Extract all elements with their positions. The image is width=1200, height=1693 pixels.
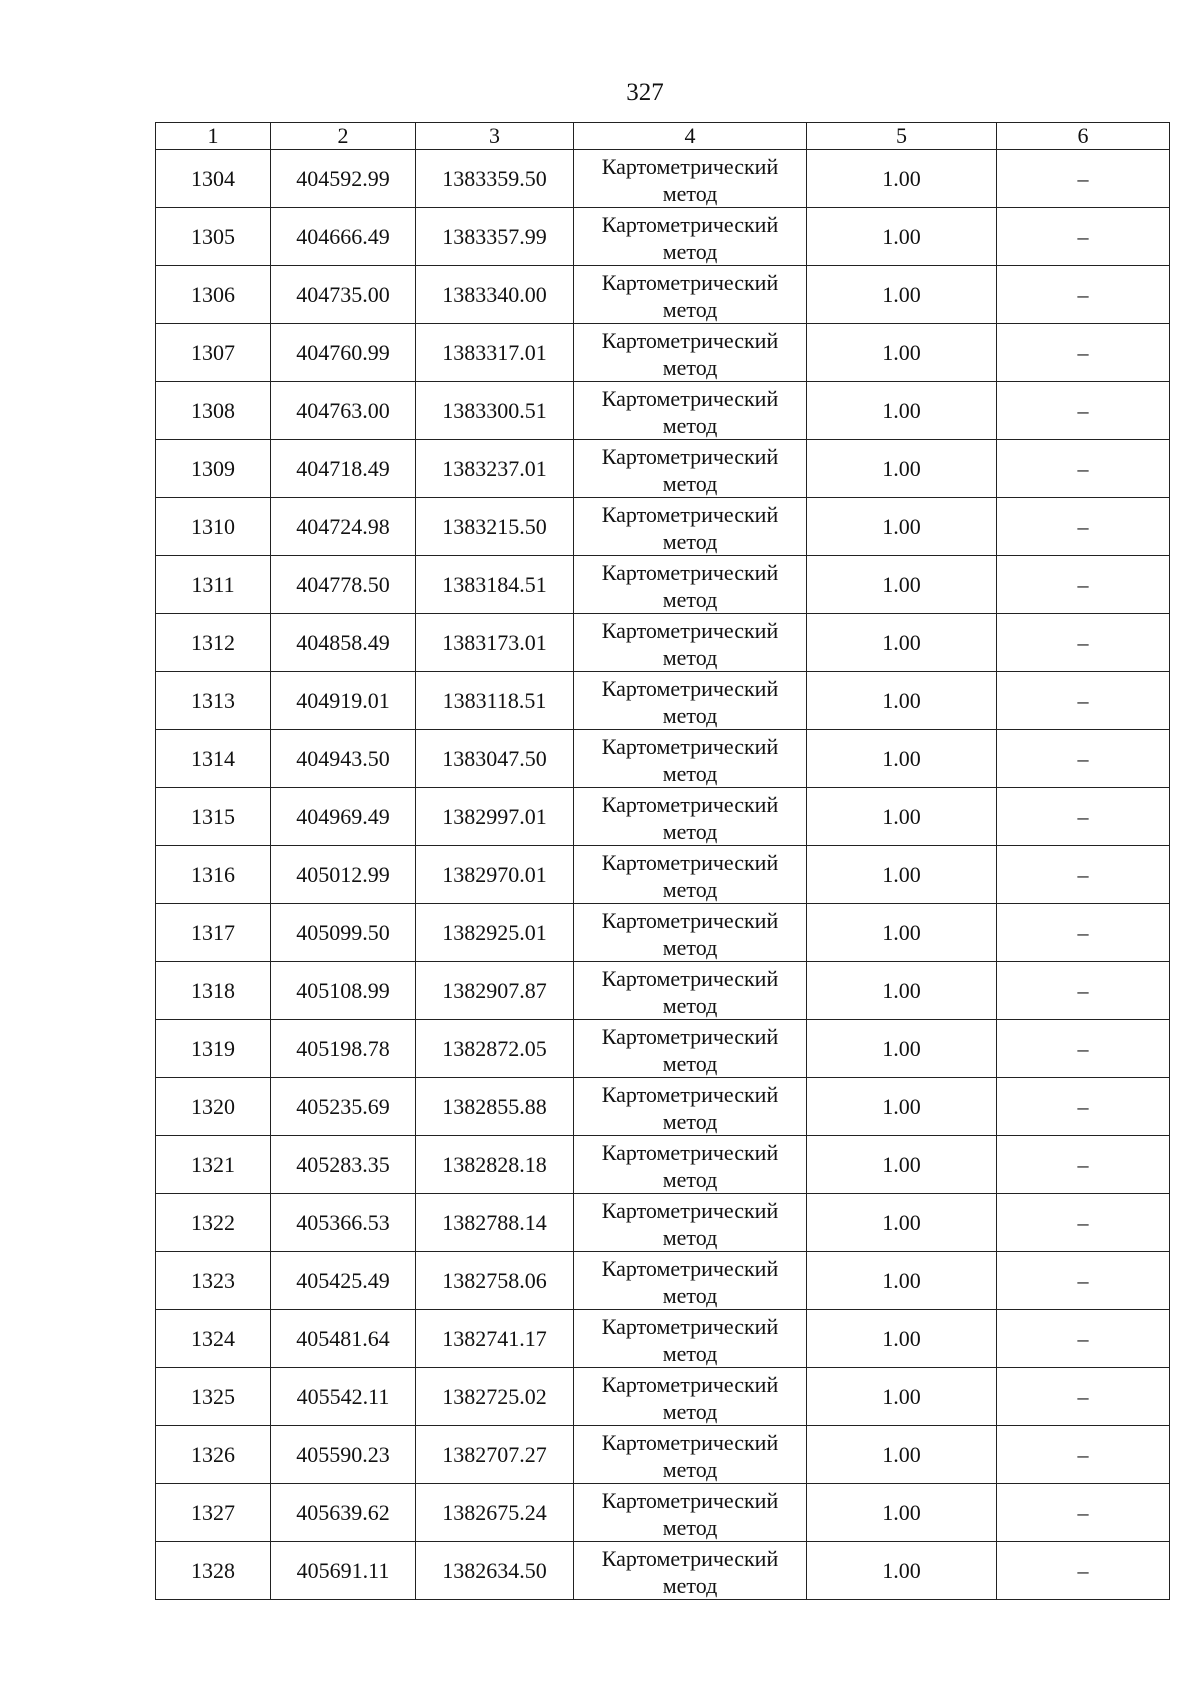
y-coordinate-cell: 1382855.88 [416, 1078, 574, 1136]
point-number-cell: 1315 [156, 788, 271, 846]
method-cell [574, 1310, 807, 1368]
method-line-2: метод [662, 528, 718, 554]
y-coordinate-cell: 1382872.05 [416, 1020, 574, 1078]
note-cell: – [997, 1020, 1170, 1078]
method-cell [574, 730, 807, 788]
method-line-1: Картометрический [601, 1139, 779, 1165]
accuracy-cell: 1.00 [807, 382, 997, 440]
method-line-2: метод [662, 1224, 718, 1250]
method-line-1: Картометрический [601, 965, 779, 991]
x-coordinate-cell: 404592.99 [271, 150, 416, 208]
x-coordinate-cell: 405425.49 [271, 1252, 416, 1310]
note-cell: – [997, 614, 1170, 672]
y-coordinate-cell: 1382758.06 [416, 1252, 574, 1310]
method-cell [574, 208, 807, 266]
method-line-1: Картометрический [601, 1429, 779, 1455]
method-line-1: Картометрический [601, 443, 779, 469]
method-line-1: Картометрический [601, 1255, 779, 1281]
method-line-2: метод [662, 586, 718, 612]
note-cell: – [997, 208, 1170, 266]
x-coordinate-cell: 405235.69 [271, 1078, 416, 1136]
y-coordinate-cell: 1383215.50 [416, 498, 574, 556]
method-line-1: Картометрический [601, 559, 779, 585]
x-coordinate-cell: 404724.98 [271, 498, 416, 556]
point-number-cell: 1305 [156, 208, 271, 266]
table-row [156, 1484, 1170, 1542]
accuracy-cell: 1.00 [807, 1310, 997, 1368]
column-header: 6 [997, 123, 1170, 150]
method-line-2: метод [662, 470, 718, 496]
method-line-1: Картометрический [601, 385, 779, 411]
table-row [156, 1136, 1170, 1194]
y-coordinate-cell: 1382907.87 [416, 962, 574, 1020]
coordinates-table [155, 122, 1170, 1600]
x-coordinate-cell: 405198.78 [271, 1020, 416, 1078]
method-line-1: Картометрический [601, 1023, 779, 1049]
table-body [156, 150, 1170, 1600]
y-coordinate-cell: 1383118.51 [416, 672, 574, 730]
x-coordinate-cell: 404666.49 [271, 208, 416, 266]
table-row [156, 208, 1170, 266]
note-cell: – [997, 382, 1170, 440]
table-header-row [156, 123, 1170, 150]
accuracy-cell: 1.00 [807, 614, 997, 672]
accuracy-cell: 1.00 [807, 672, 997, 730]
point-number-cell: 1322 [156, 1194, 271, 1252]
method-line-1: Картометрический [601, 1487, 779, 1513]
y-coordinate-cell: 1383237.01 [416, 440, 574, 498]
method-line-2: метод [662, 1456, 718, 1482]
y-coordinate-cell: 1382828.18 [416, 1136, 574, 1194]
x-coordinate-cell: 405481.64 [271, 1310, 416, 1368]
x-coordinate-cell: 405012.99 [271, 846, 416, 904]
method-line-2: метод [662, 296, 718, 322]
point-number-cell: 1314 [156, 730, 271, 788]
accuracy-cell: 1.00 [807, 1368, 997, 1426]
method-cell [574, 556, 807, 614]
point-number-cell: 1323 [156, 1252, 271, 1310]
table-row [156, 846, 1170, 904]
point-number-cell: 1307 [156, 324, 271, 382]
method-line-1: Картометрический [601, 1545, 779, 1571]
method-cell [574, 1194, 807, 1252]
y-coordinate-cell: 1382997.01 [416, 788, 574, 846]
point-number-cell: 1311 [156, 556, 271, 614]
y-coordinate-cell: 1382707.27 [416, 1426, 574, 1484]
table-row [156, 266, 1170, 324]
method-line-2: метод [662, 934, 718, 960]
method-line-1: Картометрический [601, 1197, 779, 1223]
method-cell [574, 1136, 807, 1194]
table-row [156, 440, 1170, 498]
method-line-2: метод [662, 702, 718, 728]
note-cell: – [997, 1310, 1170, 1368]
table-row [156, 324, 1170, 382]
column-header: 1 [156, 123, 271, 150]
method-line-1: Картометрический [601, 501, 779, 527]
table-row [156, 904, 1170, 962]
x-coordinate-cell: 405639.62 [271, 1484, 416, 1542]
y-coordinate-cell: 1382675.24 [416, 1484, 574, 1542]
method-line-1: Картометрический [601, 1371, 779, 1397]
note-cell: – [997, 150, 1170, 208]
note-cell: – [997, 556, 1170, 614]
accuracy-cell: 1.00 [807, 150, 997, 208]
column-header: 2 [271, 123, 416, 150]
accuracy-cell: 1.00 [807, 498, 997, 556]
method-line-2: метод [662, 644, 718, 670]
table-row [156, 1020, 1170, 1078]
method-cell [574, 1078, 807, 1136]
accuracy-cell: 1.00 [807, 730, 997, 788]
column-header: 3 [416, 123, 574, 150]
method-cell [574, 962, 807, 1020]
x-coordinate-cell: 405590.23 [271, 1426, 416, 1484]
note-cell: – [997, 440, 1170, 498]
accuracy-cell: 1.00 [807, 788, 997, 846]
x-coordinate-cell: 404919.01 [271, 672, 416, 730]
point-number-cell: 1325 [156, 1368, 271, 1426]
method-line-2: метод [662, 238, 718, 264]
note-cell: – [997, 1426, 1170, 1484]
x-coordinate-cell: 404858.49 [271, 614, 416, 672]
method-line-1: Картометрический [601, 791, 779, 817]
y-coordinate-cell: 1382634.50 [416, 1542, 574, 1600]
x-coordinate-cell: 405542.11 [271, 1368, 416, 1426]
table-row [156, 1426, 1170, 1484]
table-row [156, 614, 1170, 672]
x-coordinate-cell: 404943.50 [271, 730, 416, 788]
method-cell [574, 1368, 807, 1426]
accuracy-cell: 1.00 [807, 440, 997, 498]
note-cell: – [997, 962, 1170, 1020]
point-number-cell: 1306 [156, 266, 271, 324]
method-cell [574, 1426, 807, 1484]
table-row [156, 1368, 1170, 1426]
accuracy-cell: 1.00 [807, 1136, 997, 1194]
point-number-cell: 1312 [156, 614, 271, 672]
note-cell: – [997, 1078, 1170, 1136]
table-row [156, 788, 1170, 846]
method-cell [574, 846, 807, 904]
method-line-2: метод [662, 412, 718, 438]
accuracy-cell: 1.00 [807, 556, 997, 614]
note-cell: – [997, 1542, 1170, 1600]
y-coordinate-cell: 1383184.51 [416, 556, 574, 614]
y-coordinate-cell: 1383300.51 [416, 382, 574, 440]
accuracy-cell: 1.00 [807, 1020, 997, 1078]
table-row [156, 1194, 1170, 1252]
method-line-2: метод [662, 760, 718, 786]
table-row [156, 382, 1170, 440]
table-row [156, 498, 1170, 556]
method-line-2: метод [662, 1340, 718, 1366]
accuracy-cell: 1.00 [807, 1078, 997, 1136]
point-number-cell: 1324 [156, 1310, 271, 1368]
note-cell: – [997, 846, 1170, 904]
y-coordinate-cell: 1382970.01 [416, 846, 574, 904]
y-coordinate-cell: 1383357.99 [416, 208, 574, 266]
y-coordinate-cell: 1382725.02 [416, 1368, 574, 1426]
point-number-cell: 1319 [156, 1020, 271, 1078]
method-cell [574, 266, 807, 324]
method-line-2: метод [662, 876, 718, 902]
y-coordinate-cell: 1383340.00 [416, 266, 574, 324]
method-line-1: Картометрический [601, 907, 779, 933]
point-number-cell: 1310 [156, 498, 271, 556]
note-cell: – [997, 1194, 1170, 1252]
x-coordinate-cell: 404718.49 [271, 440, 416, 498]
method-line-1: Картометрический [601, 675, 779, 701]
method-cell [574, 1484, 807, 1542]
point-number-cell: 1317 [156, 904, 271, 962]
method-line-1: Картометрический [601, 617, 779, 643]
table-row [156, 962, 1170, 1020]
point-number-cell: 1320 [156, 1078, 271, 1136]
y-coordinate-cell: 1382741.17 [416, 1310, 574, 1368]
x-coordinate-cell: 405691.11 [271, 1542, 416, 1600]
y-coordinate-cell: 1382788.14 [416, 1194, 574, 1252]
table-row [156, 730, 1170, 788]
column-header: 4 [574, 123, 807, 150]
point-number-cell: 1308 [156, 382, 271, 440]
method-line-1: Картометрический [601, 327, 779, 353]
point-number-cell: 1316 [156, 846, 271, 904]
accuracy-cell: 1.00 [807, 846, 997, 904]
point-number-cell: 1313 [156, 672, 271, 730]
point-number-cell: 1328 [156, 1542, 271, 1600]
table-row [156, 556, 1170, 614]
method-line-2: метод [662, 818, 718, 844]
method-line-1: Картометрический [601, 849, 779, 875]
table-row [156, 150, 1170, 208]
y-coordinate-cell: 1383047.50 [416, 730, 574, 788]
method-line-2: метод [662, 1108, 718, 1134]
note-cell: – [997, 1136, 1170, 1194]
accuracy-cell: 1.00 [807, 1252, 997, 1310]
x-coordinate-cell: 405283.35 [271, 1136, 416, 1194]
accuracy-cell: 1.00 [807, 962, 997, 1020]
method-cell [574, 324, 807, 382]
note-cell: – [997, 672, 1170, 730]
accuracy-cell: 1.00 [807, 324, 997, 382]
method-line-1: Картометрический [601, 269, 779, 295]
page-number: 327 [626, 79, 664, 106]
method-cell [574, 498, 807, 556]
x-coordinate-cell: 405366.53 [271, 1194, 416, 1252]
note-cell: – [997, 1368, 1170, 1426]
y-coordinate-cell: 1383359.50 [416, 150, 574, 208]
x-coordinate-cell: 404969.49 [271, 788, 416, 846]
method-line-1: Картометрический [601, 211, 779, 237]
note-cell: – [997, 1484, 1170, 1542]
method-cell [574, 1020, 807, 1078]
accuracy-cell: 1.00 [807, 1484, 997, 1542]
y-coordinate-cell: 1383173.01 [416, 614, 574, 672]
accuracy-cell: 1.00 [807, 1426, 997, 1484]
point-number-cell: 1304 [156, 150, 271, 208]
table-row [156, 1310, 1170, 1368]
method-cell [574, 614, 807, 672]
note-cell: – [997, 788, 1170, 846]
accuracy-cell: 1.00 [807, 266, 997, 324]
method-line-2: метод [662, 1282, 718, 1308]
method-cell [574, 788, 807, 846]
y-coordinate-cell: 1382925.01 [416, 904, 574, 962]
method-line-1: Картометрический [601, 733, 779, 759]
note-cell: – [997, 324, 1170, 382]
point-number-cell: 1321 [156, 1136, 271, 1194]
method-line-2: метод [662, 1166, 718, 1192]
method-line-1: Картометрический [601, 1313, 779, 1339]
method-line-2: метод [662, 1514, 718, 1540]
note-cell: – [997, 1252, 1170, 1310]
accuracy-cell: 1.00 [807, 1194, 997, 1252]
x-coordinate-cell: 404735.00 [271, 266, 416, 324]
method-line-2: метод [662, 1572, 718, 1598]
point-number-cell: 1326 [156, 1426, 271, 1484]
x-coordinate-cell: 404778.50 [271, 556, 416, 614]
method-cell [574, 1252, 807, 1310]
accuracy-cell: 1.00 [807, 1542, 997, 1600]
method-line-2: метод [662, 992, 718, 1018]
point-number-cell: 1318 [156, 962, 271, 1020]
method-cell [574, 1542, 807, 1600]
table-row [156, 1542, 1170, 1600]
method-line-2: метод [662, 1398, 718, 1424]
method-line-1: Картометрический [601, 1081, 779, 1107]
column-header: 5 [807, 123, 997, 150]
method-line-2: метод [662, 180, 718, 206]
accuracy-cell: 1.00 [807, 208, 997, 266]
x-coordinate-cell: 404763.00 [271, 382, 416, 440]
method-cell [574, 150, 807, 208]
method-cell [574, 904, 807, 962]
method-line-1: Картометрический [601, 153, 779, 179]
x-coordinate-cell: 404760.99 [271, 324, 416, 382]
x-coordinate-cell: 405108.99 [271, 962, 416, 1020]
method-cell [574, 382, 807, 440]
point-number-cell: 1309 [156, 440, 271, 498]
table-row [156, 1078, 1170, 1136]
x-coordinate-cell: 405099.50 [271, 904, 416, 962]
note-cell: – [997, 498, 1170, 556]
table-row [156, 672, 1170, 730]
table-row [156, 1252, 1170, 1310]
method-cell [574, 672, 807, 730]
method-line-2: метод [662, 1050, 718, 1076]
note-cell: – [997, 266, 1170, 324]
point-number-cell: 1327 [156, 1484, 271, 1542]
note-cell: – [997, 730, 1170, 788]
note-cell: – [997, 904, 1170, 962]
method-line-2: метод [662, 354, 718, 380]
method-cell [574, 440, 807, 498]
accuracy-cell: 1.00 [807, 904, 997, 962]
y-coordinate-cell: 1383317.01 [416, 324, 574, 382]
